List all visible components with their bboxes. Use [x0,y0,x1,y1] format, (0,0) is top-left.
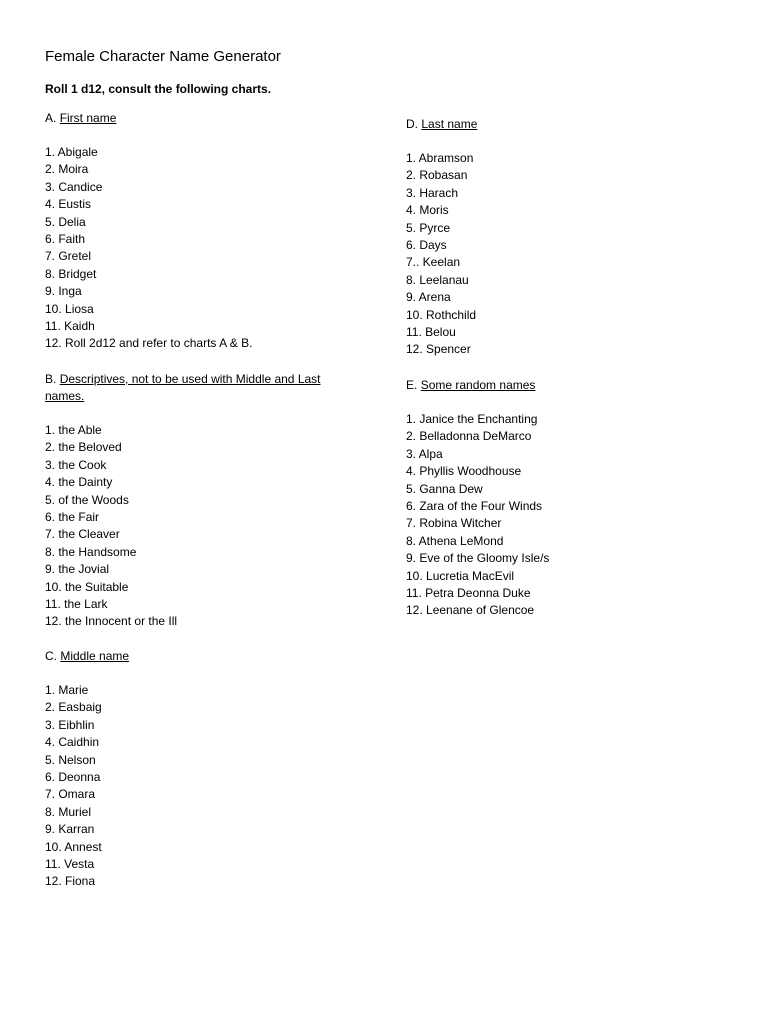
list-item: 5. Pyrce [406,220,451,235]
list-item: 1. Janice the Enchanting [406,412,538,426]
list-item: 5. of the Woods [45,492,129,507]
list-item: 9. Eve of the Gloomy Isle/s [406,551,550,566]
list-item: 9. Karran [45,822,95,837]
list-item: 8. Muriel [45,804,92,819]
list-item: 3. Eibhlin [45,717,95,732]
section-last-name [406,116,726,359]
list-item: 1. Abigale [45,145,98,159]
section-title: Some random names [420,378,536,392]
list-item: 3. Harach [406,185,459,200]
section-title: Middle name [60,649,130,663]
list-item: 4. Eustis [45,197,92,212]
list-item: 12. Fiona [45,874,96,889]
section-random-names [406,377,726,620]
section-heading [406,377,726,394]
section-first-name [45,110,365,353]
list-item: 11. Belou [406,324,456,339]
section-heading [45,371,355,405]
list-item: 6. Zara of the Four Winds [406,498,543,513]
list-item: 3. Alpa [406,446,443,461]
section-title: First name [59,111,117,125]
list-item: 7. Gretel [45,249,92,264]
list-item: 6. Faith [45,231,86,246]
list-item: 10. the Suitable [45,579,129,594]
section-letter: A. [45,111,57,125]
list-item: 1. Abramson [406,151,474,165]
list-item: 2. Belladonna DeMarco [406,429,532,444]
list-item: 5. Nelson [45,752,96,767]
section-middle-name [45,648,365,891]
list-item: 10. Lucretia MacEvil [406,568,515,583]
name-list [45,682,365,891]
list-item: 7. Robina Witcher [406,516,502,531]
list-item: 11. the Lark [45,596,108,611]
list-item: 4. Caidhin [45,735,100,750]
list-item: 6. the Fair [45,509,100,524]
list-item: 12. Spencer [406,342,471,357]
list-item: 2. the Beloved [45,440,122,455]
section-title: Last name [421,117,478,131]
list-item: 12. Roll 2d12 and refer to charts A & B. [45,336,253,351]
list-item: 9. the Jovial [45,562,110,577]
list-item: 10. Liosa [45,301,94,316]
list-item: 3. Candice [45,179,103,194]
name-list [45,422,355,631]
list-item: 7. the Cleaver [45,527,120,542]
section-heading [45,648,365,665]
section-title: Descriptives, not to be used with Middle and Last names. [45,372,321,403]
list-item: 4. Phyllis Woodhouse [406,464,522,479]
name-list [406,150,726,359]
list-item: 2. Easbaig [45,700,102,715]
list-item: 3. the Cook [45,457,107,472]
section-letter: E. [406,378,418,392]
instructions: Roll 1 d12, consult the following charts. [45,82,272,96]
list-item: 2. Robasan [406,168,468,183]
list-item: 9. Inga [45,284,82,299]
list-item: 1. Marie [45,683,89,697]
section-heading [406,116,726,133]
section-heading [45,110,365,127]
list-item: 4. Moris [406,203,449,218]
list-item: 8. Bridget [45,266,97,281]
list-item: 5. Ganna Dew [406,481,483,496]
list-item: 7. Omara [45,787,96,802]
list-item: 2. Moira [45,162,89,177]
list-item: 9. Arena [406,290,451,305]
section-letter: D. [406,117,418,131]
list-item: 11. Vesta [45,856,95,871]
list-item: 5. Delia [45,214,86,229]
list-item: 10. Annest [45,839,102,854]
list-item: 10. Rothchild [406,307,477,322]
section-descriptives [45,371,355,631]
section-letter: C. [45,649,57,663]
list-item: 11. Kaidh [45,318,95,333]
list-item: 8. Athena LeMond [406,533,504,548]
section-letter: B. [45,372,57,386]
name-list [406,411,726,620]
list-item: 8. Leelanau [406,272,469,287]
list-item: 7.. Keelan [406,255,461,270]
list-item: 4. the Dainty [45,475,113,490]
list-item: 1. the Able [45,423,102,437]
list-item: 11. Petra Deonna Duke [406,585,531,600]
name-list [45,144,365,353]
document-title: Female Character Name Generator [45,48,281,65]
list-item: 8. the Handsome [45,544,137,559]
list-item: 6. Deonna [45,769,101,784]
list-item: 12. Leenane of Glencoe [406,603,535,618]
list-item: 6. Days [406,237,447,252]
list-item: 12. the Innocent or the Ill [45,614,178,629]
